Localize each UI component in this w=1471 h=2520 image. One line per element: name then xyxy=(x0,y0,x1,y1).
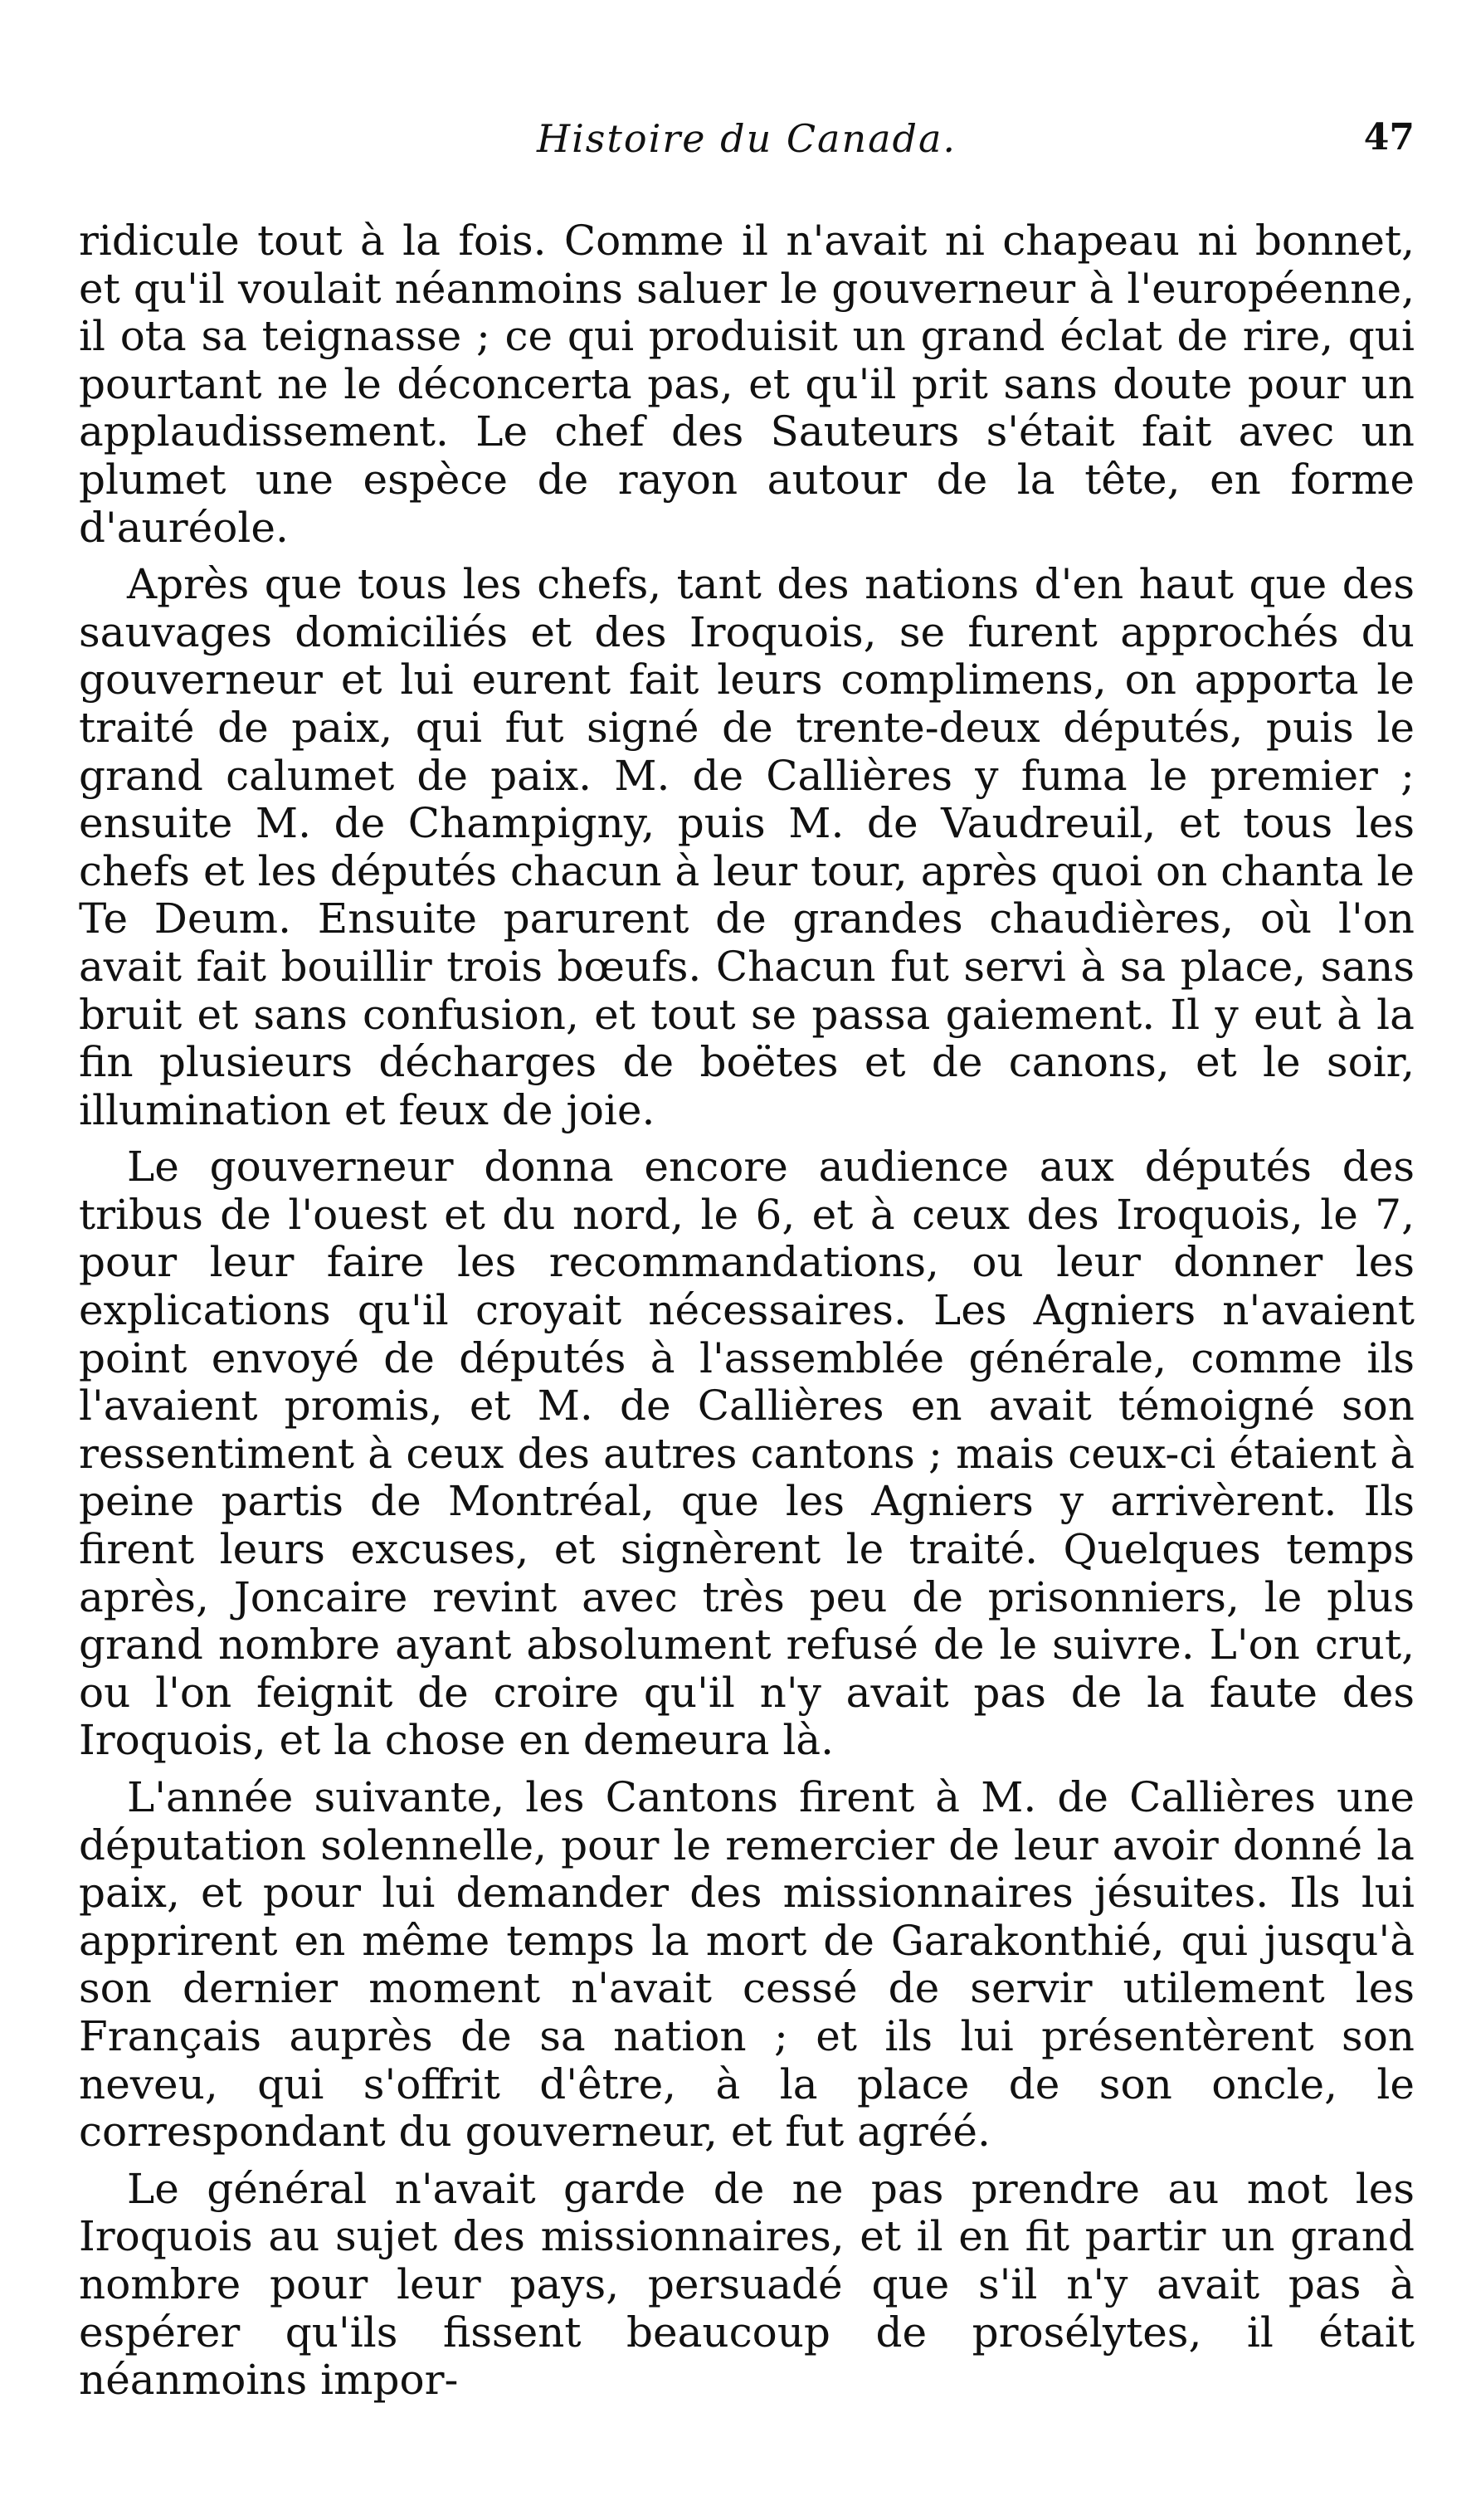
running-title: Histoire du Canada. xyxy=(536,116,957,161)
paragraph: Le général n'avait garde de ne pas prendre au mot les Iroquois au sujet des missionnaires, et il en fit partir un grand nombre pour leur pays, persuadé que s'il n'y avait pas à espérer qu'ils fissent beaucoup de prosélytes, il était néanmoins impor- xyxy=(79,2164,1415,2405)
body-text xyxy=(79,217,1415,2405)
paragraph: Le gouverneur donna encore audience aux députés des tribus de l'ouest et du nord, le 6, et à ceux des Iroquois, le 7, pour leur faire les recommandations, ou leur donner les explications qu'il croyait nécessaires. Les Agniers n'avaient point envoyé de députés à l'assemblée générale, comme ils l'avaient promis, et M. de Callières en avait témoigné son ressentiment à ceux des autres cantons ; mais ceux-ci étaient à peine partis de Montréal, que les Agniers y arrivèrent. Ils firent leurs excuses, et signèrent le traité. Quelques temps après, Joncaire revint avec très peu de prisonniers, le plus grand nombre ayant absolument refusé de le suivre. L'on crut, ou l'on feignit de croire qu'il n'y avait pas de la faute des Iroquois, et la chose en demeura là. xyxy=(79,1143,1415,1765)
running-head xyxy=(79,116,1415,174)
page-number: 47 xyxy=(1363,116,1415,158)
paragraph-continued: ridicule tout à la fois. Comme il n'avait ni chapeau ni bonnet, et qu'il voulait néanmoins saluer le gouverneur à l'européenne, il ota sa teignasse ; ce qui produisit un grand éclat de rire, qui pourtant ne le déconcerta pas, et qu'il prit sans doute pour un applaudissement. Le chef des Sauteurs s'était fait avec un plumet une espèce de rayon autour de la tête, en forme d'auréole. xyxy=(79,217,1415,552)
paragraph: L'année suivante, les Cantons firent à M. de Callières une députation solennelle, pour le remercier de leur avoir donné la paix, et pour lui demander des missionnaires jésuites. Ils lui apprirent en même temps la mort de Garakonthié, qui jusqu'à son dernier moment n'avait cessé de servir utilement les Français auprès de sa nation ; et ils lui présentèrent son neveu, qui s'offrit d'être, à la place de son oncle, le correspondant du gouverneur, et fut agréé. xyxy=(79,1773,1415,2157)
paragraph: Après que tous les chefs, tant des nations d'en haut que des sauvages domiciliés et des Iroquois, se furent approchés du gouverneur et lui eurent fait leurs complimens, on apporta le traité de paix, qui fut signé de trente-deux députés, puis le grand calumet de paix. M. de Callières y fuma le premier ; ensuite M. de Champigny, puis M. de Vaudreuil, et tous les chefs et les députés chacun à leur tour, après quoi on chanta le Te Deum. Ensuite parurent de grandes chaudières, où l'on avait fait bouillir trois bœufs. Chacun fut servi à sa place, sans bruit et sans confusion, et tout se passa gaiement. Il y eut à la fin plusieurs décharges de boëtes et de canons, et le soir, illumination et feux de joie. xyxy=(79,560,1415,1134)
